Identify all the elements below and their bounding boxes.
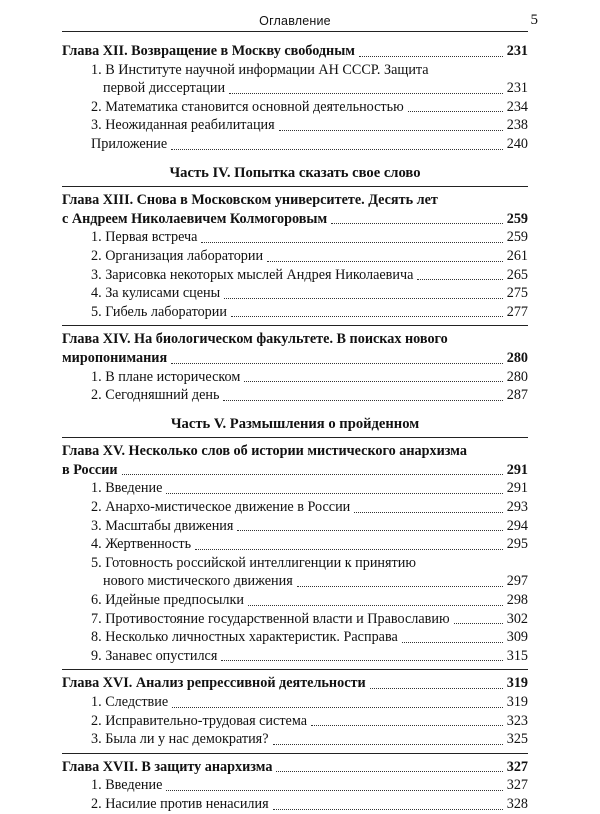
toc-page-number: 309	[506, 629, 528, 646]
dot-leader	[267, 261, 503, 262]
toc-entry-15-6[interactable]	[62, 591, 528, 610]
toc-page-number: 280	[506, 368, 528, 385]
dot-leader	[273, 744, 503, 745]
part-heading-4: Часть IV. Попытка сказать свое слово	[169, 164, 421, 181]
separator-rule	[62, 669, 528, 670]
toc-entry-title: 2. Организация лаборатории	[91, 247, 264, 264]
toc-entry-15-5[interactable]	[62, 554, 528, 591]
toc-entry-12-3[interactable]	[62, 116, 528, 135]
toc-entry-14-2[interactable]	[62, 386, 528, 405]
toc-entry-16-3[interactable]	[62, 730, 528, 749]
dot-leader	[248, 605, 503, 606]
toc-entry-title: 9. Занавес опустился	[91, 647, 218, 664]
toc-page-number: 280	[506, 349, 528, 366]
toc-entry-title: 2. Анархо-мистическое движение в России	[91, 499, 351, 516]
toc-entry-title: Глава XVII. В защиту анархизма	[62, 758, 273, 775]
dot-leader	[370, 688, 503, 689]
toc-entry-15-2[interactable]	[62, 498, 528, 517]
dot-leader	[454, 623, 503, 624]
dot-leader	[311, 725, 503, 726]
dot-leader	[172, 707, 503, 708]
toc-entry-title: 7. Противостояние государственной власти и Православию	[91, 610, 450, 627]
toc-entry-title: 1. Первая встреча	[91, 229, 198, 246]
toc-entry-title-line1: Глава XIV. На биологическом факультете. В поисках нового	[62, 331, 448, 348]
toc-entry-title-line2: нового мистического движения	[103, 573, 293, 590]
toc-entry-12-2[interactable]	[62, 98, 528, 117]
toc-entry-title-line1: 1. В Институте научной информации АН СССР. Защита	[91, 61, 429, 78]
dot-leader	[201, 242, 502, 243]
header-title: Оглавление	[259, 14, 331, 28]
toc-entry-title: 1. Введение	[91, 777, 163, 794]
toc-entry-12-appendix[interactable]	[62, 135, 528, 154]
toc-page-number: 287	[506, 387, 528, 404]
toc-page-number: 315	[506, 647, 528, 664]
dot-leader	[273, 809, 503, 810]
toc-entry-title: 2. Исправительно-трудовая система	[91, 712, 307, 729]
toc-page-number: 325	[506, 731, 528, 748]
toc-page-number: 293	[506, 499, 528, 516]
toc-entry-16-1[interactable]	[62, 693, 528, 712]
toc-chapter-15[interactable]	[62, 442, 528, 479]
toc-page-number: 240	[506, 135, 528, 152]
dot-leader	[221, 660, 502, 661]
toc-entry-title: 8. Несколько личностных характеристик. Расправа	[91, 629, 398, 646]
dot-leader	[237, 530, 502, 531]
dot-leader	[223, 400, 502, 401]
toc-page-number: 327	[506, 777, 528, 794]
toc-page-number: 261	[506, 247, 528, 264]
toc-page-number: 291	[506, 461, 528, 478]
table-of-contents	[62, 42, 528, 814]
toc-entry-13-3[interactable]	[62, 266, 528, 285]
dot-leader	[244, 381, 502, 382]
separator-rule	[62, 186, 528, 187]
toc-entry-title: 3. Зарисовка некоторых мыслей Андрея Николаевича	[91, 266, 414, 283]
dot-leader	[229, 93, 503, 94]
dot-leader	[276, 771, 502, 772]
dot-leader	[231, 316, 503, 317]
separator-rule	[62, 325, 528, 326]
toc-page-number: 319	[506, 694, 528, 710]
toc-page-number: 231	[506, 80, 528, 97]
toc-chapter-17[interactable]	[62, 758, 528, 777]
toc-entry-15-8[interactable]	[62, 628, 528, 647]
toc-entry-title-line2: миропонимания	[62, 349, 168, 366]
dot-leader	[279, 130, 503, 131]
toc-page-number: 259	[506, 210, 528, 227]
toc-entry-title: 5. Гибель лаборатории	[91, 303, 227, 320]
toc-entry-17-2[interactable]	[62, 795, 528, 814]
toc-entry-title-line2: первой диссертации	[103, 80, 226, 97]
toc-entry-15-1[interactable]	[62, 479, 528, 498]
toc-entry-16-2[interactable]	[62, 712, 528, 731]
dot-leader	[359, 56, 503, 57]
toc-entry-15-3[interactable]	[62, 517, 528, 536]
toc-page-number: 275	[506, 285, 528, 302]
toc-entry-14-1[interactable]	[62, 368, 528, 387]
dot-leader	[171, 363, 503, 364]
toc-entry-title: Глава XVI. Анализ репрессивной деятельности	[62, 675, 366, 692]
dot-leader	[166, 493, 502, 494]
toc-entry-15-9[interactable]	[62, 647, 528, 666]
toc-page-number: 277	[506, 303, 528, 320]
toc-page-number: 327	[506, 758, 528, 775]
toc-chapter-13[interactable]	[62, 191, 528, 228]
toc-entry-title: 1. Введение	[91, 480, 163, 497]
toc-entry-12-1[interactable]	[62, 61, 528, 98]
toc-entry-17-1[interactable]	[62, 776, 528, 795]
toc-page-number: 259	[506, 229, 528, 246]
toc-page-number: 297	[506, 573, 528, 590]
toc-page-number: 234	[506, 98, 528, 115]
toc-page-number: 238	[506, 117, 528, 134]
dot-leader	[166, 790, 502, 791]
dot-leader	[171, 149, 503, 150]
toc-entry-title-line1: 5. Готовность российской интеллигенции к принятию	[91, 554, 416, 571]
toc-entry-title: 2. Сегодняшний день	[91, 387, 220, 404]
dot-leader	[331, 223, 503, 224]
toc-entry-15-7[interactable]	[62, 610, 528, 629]
toc-page-number: 265	[506, 266, 528, 283]
toc-chapter-16[interactable]	[62, 674, 528, 693]
toc-entry-title: 4. За кулисами сцены	[91, 285, 221, 302]
dot-leader	[224, 298, 503, 299]
toc-entry-13-1[interactable]	[62, 228, 528, 247]
toc-page-number: 328	[506, 795, 528, 812]
toc-page-number: 294	[506, 517, 528, 534]
dot-leader	[408, 111, 503, 112]
toc-entry-title: 2. Математика становится основной деятельностью	[91, 98, 404, 115]
separator-rule	[62, 437, 528, 438]
toc-entry-13-4[interactable]	[62, 284, 528, 303]
toc-entry-title: 1. В плане историческом	[91, 368, 241, 385]
toc-entry-title: 1. Следствие	[91, 694, 169, 710]
toc-entry-title: Приложение	[91, 135, 168, 152]
toc-entry-13-2[interactable]	[62, 247, 528, 266]
dot-leader	[402, 642, 503, 643]
part-heading-5: Часть V. Размышления о пройденном	[170, 415, 420, 432]
toc-entry-15-4[interactable]	[62, 535, 528, 554]
toc-page-number: 291	[506, 480, 528, 497]
toc-page-number: 231	[506, 43, 528, 59]
dot-leader	[354, 512, 502, 513]
toc-entry-13-5[interactable]	[62, 303, 528, 322]
toc-entry-title: 4. Жертвенность	[91, 536, 192, 553]
dot-leader	[297, 586, 503, 587]
dot-leader	[122, 474, 503, 475]
toc-entry-title-line1: Глава XV. Несколько слов об истории мистического анархизма	[62, 443, 467, 460]
separator-rule	[62, 753, 528, 754]
running-header	[62, 12, 538, 32]
header-rule	[62, 31, 528, 32]
toc-chapter-12[interactable]	[62, 42, 528, 61]
toc-entry-title: 2. Насилие против ненасилия	[91, 795, 269, 812]
toc-entry-title: 3. Неожиданная реабилитация	[91, 117, 275, 134]
toc-entry-title: 3. Была ли у нас демократия?	[91, 731, 269, 748]
toc-entry-title-line2: с Андреем Николаевичем Колмогоровым	[62, 210, 328, 227]
page-number: 5	[530, 12, 538, 28]
toc-chapter-14[interactable]	[62, 330, 528, 367]
toc-entry-title: Глава XII. Возвращение в Москву свободным	[62, 43, 355, 59]
toc-entry-title: 3. Масштабы движения	[91, 517, 234, 534]
toc-entry-title-line2: в России	[62, 461, 118, 478]
toc-page-number: 319	[506, 675, 528, 692]
dot-leader	[195, 549, 503, 550]
dot-leader	[417, 279, 502, 280]
toc-page-number: 302	[506, 610, 528, 627]
toc-entry-title-line1: Глава XIII. Снова в Московском университете. Десять лет	[62, 192, 438, 209]
toc-page-number: 323	[506, 712, 528, 729]
toc-page-number: 298	[506, 592, 528, 609]
toc-entry-title: 6. Идейные предпосылки	[91, 592, 244, 609]
toc-page-number: 295	[506, 536, 528, 553]
